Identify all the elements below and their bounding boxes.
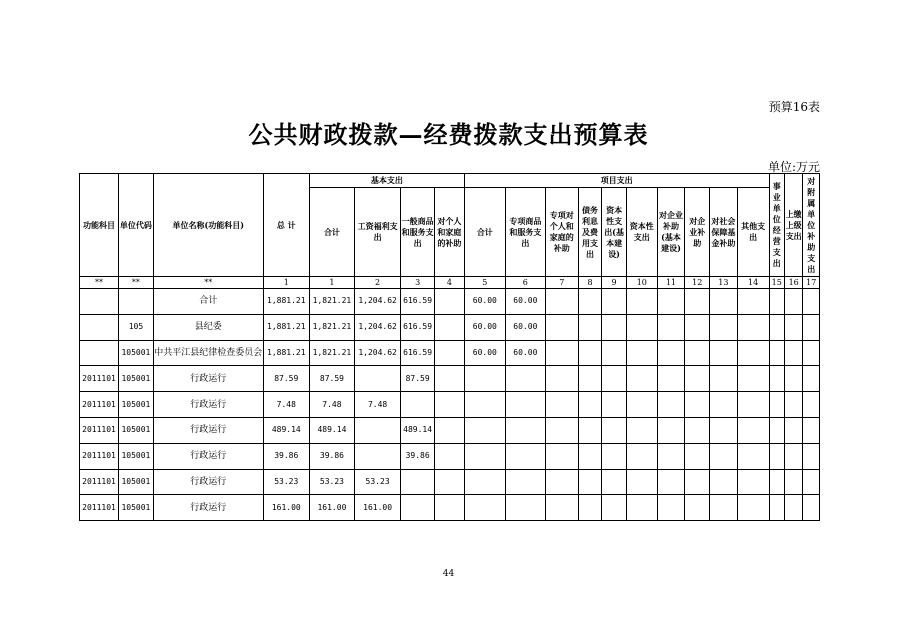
amount-cell bbox=[505, 392, 545, 418]
amount-cell bbox=[578, 417, 602, 443]
amount-cell bbox=[685, 392, 710, 418]
amount-cell bbox=[803, 314, 820, 340]
amount-cell bbox=[464, 443, 505, 469]
amount-cell bbox=[602, 289, 627, 315]
amount-cell bbox=[803, 469, 820, 495]
amount-cell bbox=[803, 495, 820, 521]
header-goods: 一般商品和服务支出 bbox=[401, 188, 435, 277]
index-cell: 14 bbox=[737, 277, 769, 289]
unit-code-cell: 105 bbox=[118, 314, 153, 340]
amount-cell bbox=[626, 495, 657, 521]
amount-cell bbox=[626, 366, 657, 392]
amount-cell: 1,821.21 bbox=[309, 289, 354, 315]
index-cell: ** bbox=[80, 277, 119, 289]
amount-cell bbox=[803, 417, 820, 443]
header-to-superior: 上缴上级支出 bbox=[784, 174, 802, 277]
unit-code-cell: 105001 bbox=[118, 469, 153, 495]
amount-cell bbox=[784, 392, 802, 418]
amount-cell bbox=[435, 366, 465, 392]
unit-name-cell: 行政运行 bbox=[153, 469, 263, 495]
amount-cell bbox=[769, 495, 784, 521]
table-row bbox=[80, 314, 820, 340]
amount-cell bbox=[784, 417, 802, 443]
amount-cell bbox=[545, 469, 578, 495]
amount-cell bbox=[710, 495, 738, 521]
header-salary: 工资福利支出 bbox=[355, 188, 401, 277]
unit-code-cell: 105001 bbox=[118, 392, 153, 418]
unit-code-cell: 105001 bbox=[118, 417, 153, 443]
amount-cell bbox=[784, 340, 802, 366]
amount-cell: 1,881.21 bbox=[263, 314, 309, 340]
amount-cell bbox=[578, 314, 602, 340]
amount-cell bbox=[685, 366, 710, 392]
header-enterprise-build: 对企业补助(基本建设) bbox=[657, 188, 685, 277]
amount-cell bbox=[737, 495, 769, 521]
amount-cell bbox=[545, 314, 578, 340]
amount-cell bbox=[464, 469, 505, 495]
amount-cell: 616.59 bbox=[401, 340, 435, 366]
amount-cell bbox=[602, 392, 627, 418]
amount-cell: 489.14 bbox=[309, 417, 354, 443]
amount-cell bbox=[710, 340, 738, 366]
amount-cell: 161.00 bbox=[309, 495, 354, 521]
amount-cell bbox=[769, 340, 784, 366]
index-row bbox=[80, 277, 820, 289]
amount-cell bbox=[602, 443, 627, 469]
amount-cell bbox=[769, 417, 784, 443]
amount-cell bbox=[784, 443, 802, 469]
amount-cell: 7.48 bbox=[355, 392, 401, 418]
index-cell: ** bbox=[153, 277, 263, 289]
amount-cell bbox=[435, 469, 465, 495]
amount-cell bbox=[737, 366, 769, 392]
amount-cell bbox=[435, 314, 465, 340]
form-number: 预算16表 bbox=[768, 100, 820, 114]
amount-cell: 87.59 bbox=[401, 366, 435, 392]
unit-name-cell: 行政运行 bbox=[153, 443, 263, 469]
amount-cell: 161.00 bbox=[263, 495, 309, 521]
amount-cell bbox=[784, 495, 802, 521]
index-cell: 6 bbox=[505, 277, 545, 289]
unit-label: 单位:万元 bbox=[767, 160, 820, 174]
amount-cell bbox=[435, 289, 465, 315]
amount-cell bbox=[626, 289, 657, 315]
header-unit-code: 单位代码 bbox=[118, 174, 153, 277]
amount-cell: 1,204.62 bbox=[355, 314, 401, 340]
amount-cell bbox=[505, 495, 545, 521]
index-cell: 13 bbox=[710, 277, 738, 289]
amount-cell bbox=[657, 289, 685, 315]
unit-name-cell: 中共平江县纪律检查委员会 bbox=[153, 340, 263, 366]
amount-cell bbox=[657, 366, 685, 392]
amount-cell bbox=[578, 469, 602, 495]
header-debt-interest: 债务利息及费用支出 bbox=[578, 188, 602, 277]
unit-code-cell: 105001 bbox=[118, 366, 153, 392]
func-subject-cell bbox=[80, 289, 119, 315]
amount-cell bbox=[355, 443, 401, 469]
header-to-affiliated: 对附属单位补助支出 bbox=[803, 174, 820, 277]
amount-cell bbox=[355, 417, 401, 443]
amount-cell bbox=[545, 366, 578, 392]
amount-cell bbox=[737, 417, 769, 443]
amount-cell bbox=[769, 366, 784, 392]
amount-cell: 60.00 bbox=[505, 289, 545, 315]
amount-cell bbox=[545, 417, 578, 443]
amount-cell bbox=[578, 495, 602, 521]
header-capital-build: 资本性支出(基本建设) bbox=[602, 188, 627, 277]
amount-cell bbox=[464, 495, 505, 521]
amount-cell bbox=[578, 366, 602, 392]
func-subject-cell: 2011101 bbox=[80, 417, 119, 443]
func-subject-cell: 2011101 bbox=[80, 392, 119, 418]
amount-cell bbox=[626, 340, 657, 366]
amount-cell bbox=[657, 469, 685, 495]
amount-cell bbox=[710, 443, 738, 469]
index-cell: 16 bbox=[784, 277, 802, 289]
amount-cell bbox=[626, 314, 657, 340]
amount-cell bbox=[626, 469, 657, 495]
amount-cell bbox=[602, 469, 627, 495]
table-row bbox=[80, 340, 820, 366]
amount-cell bbox=[657, 314, 685, 340]
amount-cell bbox=[435, 392, 465, 418]
amount-cell bbox=[685, 469, 710, 495]
header-personal: 对个人和家庭的补助 bbox=[435, 188, 465, 277]
amount-cell bbox=[626, 417, 657, 443]
index-cell: ** bbox=[118, 277, 153, 289]
amount-cell bbox=[803, 340, 820, 366]
index-cell: 7 bbox=[545, 277, 578, 289]
index-cell: 11 bbox=[657, 277, 685, 289]
unit-code-cell: 105001 bbox=[118, 340, 153, 366]
amount-cell bbox=[737, 469, 769, 495]
amount-cell bbox=[545, 289, 578, 315]
table-row bbox=[80, 443, 820, 469]
budget-table bbox=[79, 173, 820, 521]
table-row bbox=[80, 469, 820, 495]
amount-cell bbox=[505, 469, 545, 495]
amount-cell bbox=[710, 289, 738, 315]
amount-cell: 1,881.21 bbox=[263, 289, 309, 315]
amount-cell bbox=[545, 340, 578, 366]
amount-cell bbox=[769, 469, 784, 495]
amount-cell bbox=[545, 392, 578, 418]
amount-cell bbox=[602, 340, 627, 366]
header-proj-total: 合计 bbox=[464, 188, 505, 277]
header-proj-goods: 专项商品和服务支出 bbox=[505, 188, 545, 277]
table-body bbox=[80, 289, 820, 521]
amount-cell: 53.23 bbox=[263, 469, 309, 495]
amount-cell bbox=[710, 392, 738, 418]
amount-cell bbox=[784, 366, 802, 392]
amount-cell bbox=[685, 495, 710, 521]
amount-cell bbox=[545, 443, 578, 469]
amount-cell bbox=[737, 289, 769, 315]
page-number: 44 bbox=[442, 569, 455, 579]
unit-name-cell: 行政运行 bbox=[153, 495, 263, 521]
amount-cell bbox=[505, 417, 545, 443]
amount-cell: 7.48 bbox=[309, 392, 354, 418]
amount-cell bbox=[578, 392, 602, 418]
amount-cell bbox=[737, 314, 769, 340]
amount-cell bbox=[464, 392, 505, 418]
amount-cell: 39.86 bbox=[401, 443, 435, 469]
amount-cell bbox=[685, 417, 710, 443]
header-total: 总 计 bbox=[263, 174, 309, 277]
table-row bbox=[80, 289, 820, 315]
amount-cell bbox=[710, 366, 738, 392]
amount-cell bbox=[578, 289, 602, 315]
unit-name-cell: 合计 bbox=[153, 289, 263, 315]
amount-cell bbox=[737, 443, 769, 469]
amount-cell: 60.00 bbox=[464, 340, 505, 366]
unit-code-cell: 105001 bbox=[118, 443, 153, 469]
amount-cell bbox=[710, 314, 738, 340]
amount-cell bbox=[401, 469, 435, 495]
index-cell: 12 bbox=[685, 277, 710, 289]
amount-cell bbox=[602, 314, 627, 340]
func-subject-cell: 2011101 bbox=[80, 495, 119, 521]
amount-cell bbox=[401, 495, 435, 521]
amount-cell: 1,821.21 bbox=[309, 314, 354, 340]
index-cell: 9 bbox=[602, 277, 627, 289]
amount-cell bbox=[657, 392, 685, 418]
amount-cell bbox=[685, 443, 710, 469]
table-row bbox=[80, 417, 820, 443]
header-unit-name: 单位名称(功能科目) bbox=[153, 174, 263, 277]
amount-cell bbox=[803, 366, 820, 392]
header-enterprise: 对企业补助 bbox=[685, 188, 710, 277]
amount-cell bbox=[784, 314, 802, 340]
amount-cell bbox=[803, 443, 820, 469]
amount-cell: 87.59 bbox=[309, 366, 354, 392]
amount-cell: 161.00 bbox=[355, 495, 401, 521]
index-cell: 5 bbox=[464, 277, 505, 289]
amount-cell bbox=[626, 392, 657, 418]
amount-cell bbox=[685, 314, 710, 340]
amount-cell bbox=[578, 443, 602, 469]
header-basic-group: 基本支出 bbox=[309, 174, 464, 188]
index-cell: 3 bbox=[401, 277, 435, 289]
amount-cell bbox=[657, 443, 685, 469]
amount-cell bbox=[784, 469, 802, 495]
amount-cell: 60.00 bbox=[505, 314, 545, 340]
amount-cell bbox=[355, 366, 401, 392]
page-title: 公共财政拨款—经费拨款支出预算表 bbox=[248, 120, 649, 149]
amount-cell bbox=[578, 340, 602, 366]
header-project-group: 项目支出 bbox=[464, 174, 769, 188]
amount-cell: 489.14 bbox=[401, 417, 435, 443]
header-social-security: 对社会保障基金补助 bbox=[710, 188, 738, 277]
amount-cell bbox=[737, 340, 769, 366]
amount-cell: 1,821.21 bbox=[309, 340, 354, 366]
func-subject-cell: 2011101 bbox=[80, 469, 119, 495]
header-other: 其他支出 bbox=[737, 188, 769, 277]
header-proj-personal: 专项对个人和家庭的补助 bbox=[545, 188, 578, 277]
amount-cell bbox=[435, 417, 465, 443]
index-cell: 2 bbox=[355, 277, 401, 289]
amount-cell bbox=[710, 469, 738, 495]
func-subject-cell: 2011101 bbox=[80, 443, 119, 469]
amount-cell bbox=[769, 314, 784, 340]
unit-name-cell: 县纪委 bbox=[153, 314, 263, 340]
func-subject-cell: 2011101 bbox=[80, 366, 119, 392]
amount-cell: 1,204.62 bbox=[355, 289, 401, 315]
amount-cell bbox=[685, 340, 710, 366]
amount-cell bbox=[545, 495, 578, 521]
amount-cell: 616.59 bbox=[401, 289, 435, 315]
table-row bbox=[80, 366, 820, 392]
amount-cell: 60.00 bbox=[505, 340, 545, 366]
amount-cell bbox=[769, 392, 784, 418]
unit-name-cell: 行政运行 bbox=[153, 392, 263, 418]
amount-cell bbox=[803, 392, 820, 418]
index-cell: 4 bbox=[435, 277, 465, 289]
amount-cell: 489.14 bbox=[263, 417, 309, 443]
amount-cell bbox=[657, 340, 685, 366]
amount-cell bbox=[657, 495, 685, 521]
index-cell: 8 bbox=[578, 277, 602, 289]
amount-cell bbox=[784, 289, 802, 315]
func-subject-cell bbox=[80, 314, 119, 340]
amount-cell bbox=[464, 366, 505, 392]
amount-cell bbox=[602, 366, 627, 392]
index-cell: 15 bbox=[769, 277, 784, 289]
amount-cell: 60.00 bbox=[464, 314, 505, 340]
amount-cell bbox=[602, 495, 627, 521]
amount-cell bbox=[685, 289, 710, 315]
unit-name-cell: 行政运行 bbox=[153, 417, 263, 443]
amount-cell bbox=[626, 443, 657, 469]
amount-cell: 53.23 bbox=[309, 469, 354, 495]
amount-cell bbox=[769, 289, 784, 315]
amount-cell bbox=[710, 417, 738, 443]
amount-cell: 39.86 bbox=[309, 443, 354, 469]
amount-cell: 87.59 bbox=[263, 366, 309, 392]
index-cell: 17 bbox=[803, 277, 820, 289]
unit-name-cell: 行政运行 bbox=[153, 366, 263, 392]
amount-cell bbox=[464, 417, 505, 443]
amount-cell bbox=[401, 392, 435, 418]
amount-cell bbox=[505, 443, 545, 469]
amount-cell: 1,204.62 bbox=[355, 340, 401, 366]
amount-cell bbox=[435, 443, 465, 469]
amount-cell bbox=[657, 417, 685, 443]
amount-cell bbox=[435, 495, 465, 521]
table-row bbox=[80, 392, 820, 418]
amount-cell bbox=[505, 366, 545, 392]
header-capital: 资本性支出 bbox=[626, 188, 657, 277]
amount-cell: 39.86 bbox=[263, 443, 309, 469]
index-cell: 1 bbox=[309, 277, 354, 289]
amount-cell: 60.00 bbox=[464, 289, 505, 315]
amount-cell: 1,881.21 bbox=[263, 340, 309, 366]
index-cell: 10 bbox=[626, 277, 657, 289]
unit-code-cell: 105001 bbox=[118, 495, 153, 521]
table-row bbox=[80, 495, 820, 521]
amount-cell bbox=[602, 417, 627, 443]
amount-cell bbox=[803, 289, 820, 315]
amount-cell bbox=[769, 443, 784, 469]
header-basic-total: 合计 bbox=[309, 188, 354, 277]
amount-cell: 616.59 bbox=[401, 314, 435, 340]
header-public-institution: 事业单位经营支出 bbox=[769, 174, 784, 277]
amount-cell bbox=[435, 340, 465, 366]
amount-cell bbox=[737, 392, 769, 418]
amount-cell: 53.23 bbox=[355, 469, 401, 495]
header-func-subject: 功能科目 bbox=[80, 174, 119, 277]
unit-code-cell bbox=[118, 289, 153, 315]
index-cell: 1 bbox=[263, 277, 309, 289]
amount-cell: 7.48 bbox=[263, 392, 309, 418]
func-subject-cell bbox=[80, 340, 119, 366]
